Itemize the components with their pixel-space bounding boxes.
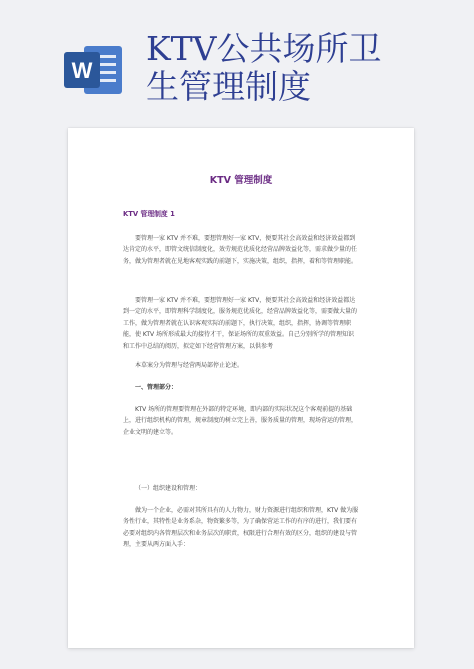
file-title-line-2: 生管理制度 — [146, 67, 311, 106]
heading-management: 一、管理部分： — [135, 384, 178, 391]
paragraph-block — [123, 404, 359, 438]
paragraph-block — [123, 360, 359, 371]
paragraph-block — [123, 233, 359, 267]
header — [0, 0, 474, 120]
section-title: KTV 管理制度 1 — [123, 210, 175, 218]
svg-text:W: W — [71, 58, 93, 83]
word-document-icon — [62, 40, 124, 100]
paragraph-1: 要管理一家 KTV 并不难，要想管理好一家 KTV，便要其社会高效益和经济效益都到达肯定的水平，即管文统信制度化，效劳规范优质化经营品牌效益化等，需求做少量的任务，做为管理者就在见地客观实践的前题下，实施决策，组织，指挥，着和等管理职能。 — [123, 235, 358, 265]
paragraph-2: 要管理一家 KTV 并不难，要想管理好一家 KTV，便要其社会高效益和经济效益都达到一定的水平，即管理科学制度化，服务规范优质化，经营品牌效益化等，需要做大量的工作，做为管理者就在认识客观实际的前题下，执行决策，组织，指挥，协调等管理职能，使 KTV 场所形成最大的接待才干，保证场所的双重效益。自己分别所学的管理知识和工作中总结的阅历，拟定如下经营管理方案，以供参考 — [123, 297, 358, 350]
document-page — [68, 128, 414, 648]
paragraph-4: KTV 场所的管理要管理在外部的特定环境，即内部的实际状况这个客观前提的基础上，进行组织机构的管理，规章制度的树立完上善，服务质量的管理，现场营运的管理，企业文明的建立等。 — [123, 406, 358, 436]
paragraph-5: 做为一个企业，必需对其所具有的人力物力，财力资源进行组织和管理，KTV 做为服务性行业，其特性是业务系杂，物资繁多等，为了确保营运工作的有序的进行，我们要有必要对组织内各管理层次和业务层次的职责，权限进行合理有效的区分，组织的建设与管理，主要从两方面入手： — [123, 507, 359, 549]
paragraph-block — [123, 295, 359, 352]
subheading-organization: （一）组织建设和管理： — [135, 485, 202, 492]
file-title-line-1: KTV公共场所卫 — [146, 29, 382, 68]
subheading-block — [135, 483, 359, 494]
paragraph-3: 本草案分为管理与经营两局部停止论述。 — [135, 362, 244, 369]
paragraph-block — [123, 505, 359, 551]
document-title: KTV 管理制度 — [209, 175, 273, 186]
